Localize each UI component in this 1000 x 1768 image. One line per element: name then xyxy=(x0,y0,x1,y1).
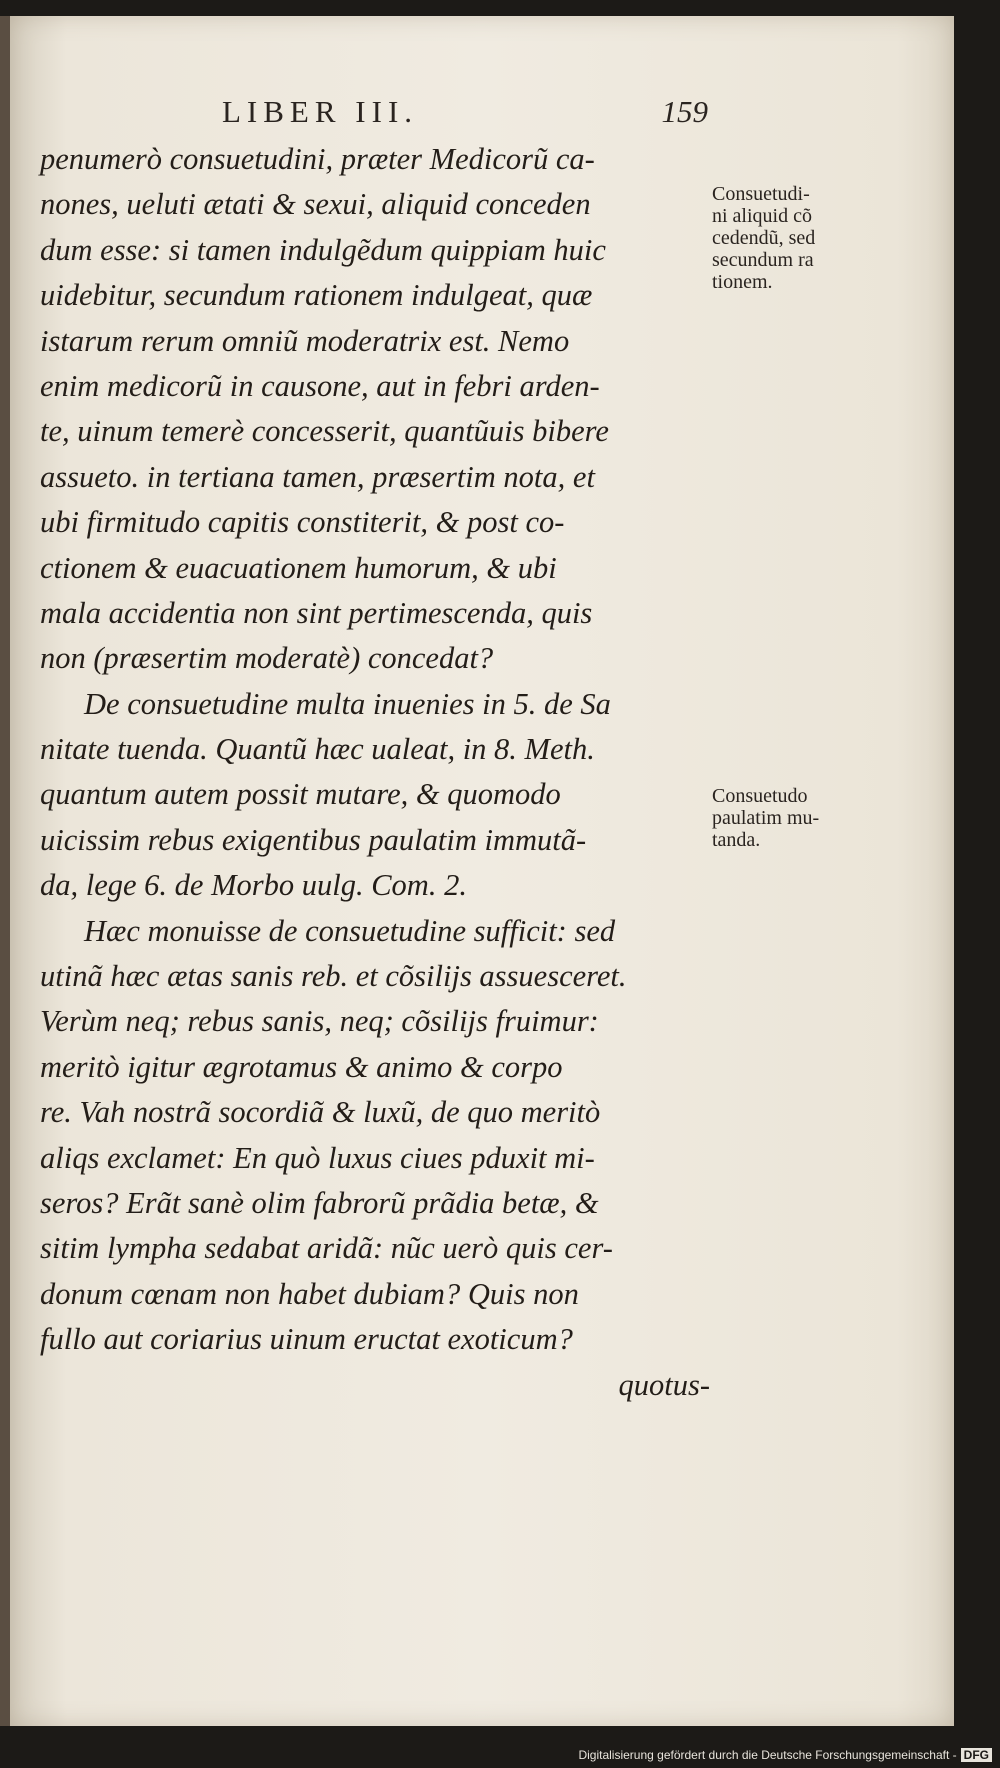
text-line: te, uinum temerè concesserit, quantũuis bibere xyxy=(40,414,609,449)
paragraph-start-line: De consuetudine multa inuenies in 5. de Sa xyxy=(84,686,611,721)
text-line: istarum rerum omniũ moderatrix est. Nemo xyxy=(40,323,570,358)
margin-note-line: ni aliquid cõ xyxy=(712,205,812,227)
text-line: nitate tuenda. Quantũ hæc ualeat, in 8. Meth. xyxy=(40,732,595,767)
text-line: seros? Erãt sanè olim fabrorũ prãdia betæ, & xyxy=(40,1185,599,1220)
credit-text: Digitalisierung gefördert durch die Deutsche Forschungsgemeinschaft - xyxy=(578,1748,957,1762)
page-header xyxy=(222,94,708,134)
main-text-block xyxy=(40,137,710,1408)
text-line: utinã hæc ætas sanis reb. et cõsilijs assuesceret. xyxy=(40,959,627,994)
margin-note-line: secundum ra xyxy=(712,249,814,271)
page-number: 159 xyxy=(661,94,708,129)
text-line: dum esse: si tamen indulgẽdum quippiam huic xyxy=(40,232,606,267)
text-line: aliqs exclamet: En quò luxus ciues pduxit mi- xyxy=(40,1140,595,1175)
text-line: mala accidentia non sint pertimescenda, quis xyxy=(40,595,593,630)
text-line: ubi firmitudo capitis constiterit, & post co- xyxy=(40,505,565,540)
text-line: uidebitur, secundum rationem indulgeat, quæ xyxy=(40,278,593,313)
text-line: sitim lympha sedabat aridã: nũc uerò quis cer- xyxy=(40,1231,613,1266)
text-line: penumerò consuetudini, præter Medicorũ ca- xyxy=(40,142,595,176)
running-title: LIBER III. xyxy=(222,94,419,129)
text-line: nones, ueluti ætati & sexui, aliquid conceden xyxy=(40,187,591,222)
margin-note-line: tionem. xyxy=(712,271,773,293)
text-line: non (præsertim moderatè) concedat? xyxy=(40,641,494,676)
paragraph-start-line: Hæc monuisse de consuetudine sufficit: sed xyxy=(84,913,616,948)
text-line: ctionem & euacuationem humorum, & ubi xyxy=(40,550,557,585)
text-line: fullo aut coriarius uinum eructat exoticum? xyxy=(40,1322,573,1357)
catchword: quotus- xyxy=(618,1367,710,1402)
margin-note-line: Consuetudo xyxy=(712,785,808,807)
text-line: da, lege 6. de Morbo uulg. Com. 2. xyxy=(40,868,467,903)
margin-note-consuetudo xyxy=(712,785,819,851)
text-line: donum cœnam non habet dubiam? Quis non xyxy=(40,1276,579,1311)
text-line: quantum autem possit mutare, & quomodo xyxy=(40,777,561,812)
margin-note-line: cedendũ, sed xyxy=(712,227,816,249)
text-line: uicissim rebus exigentibus paulatim immutã- xyxy=(40,822,587,857)
margin-note-consuetudini xyxy=(712,183,815,293)
text-line: re. Vah nostrã socordiã & luxũ, de quo meritò xyxy=(40,1095,601,1130)
text-line: enim medicorũ in causone, aut in febri arden- xyxy=(40,368,600,403)
dfg-logo: DFG xyxy=(961,1748,992,1762)
margin-note-line: Consuetudi- xyxy=(712,183,810,205)
digitization-credit xyxy=(578,1748,992,1762)
text-line: Verùm neq; rebus sanis, neq; cõsilijs fruimur: xyxy=(40,1004,599,1039)
margin-note-line: tanda. xyxy=(712,829,761,851)
margin-note-line: paulatim mu- xyxy=(712,807,820,829)
text-line: assueto. in tertiana tamen, præsertim nota, et xyxy=(40,459,595,494)
text-line: meritò igitur ægrotamus & animo & corpo xyxy=(40,1049,563,1084)
